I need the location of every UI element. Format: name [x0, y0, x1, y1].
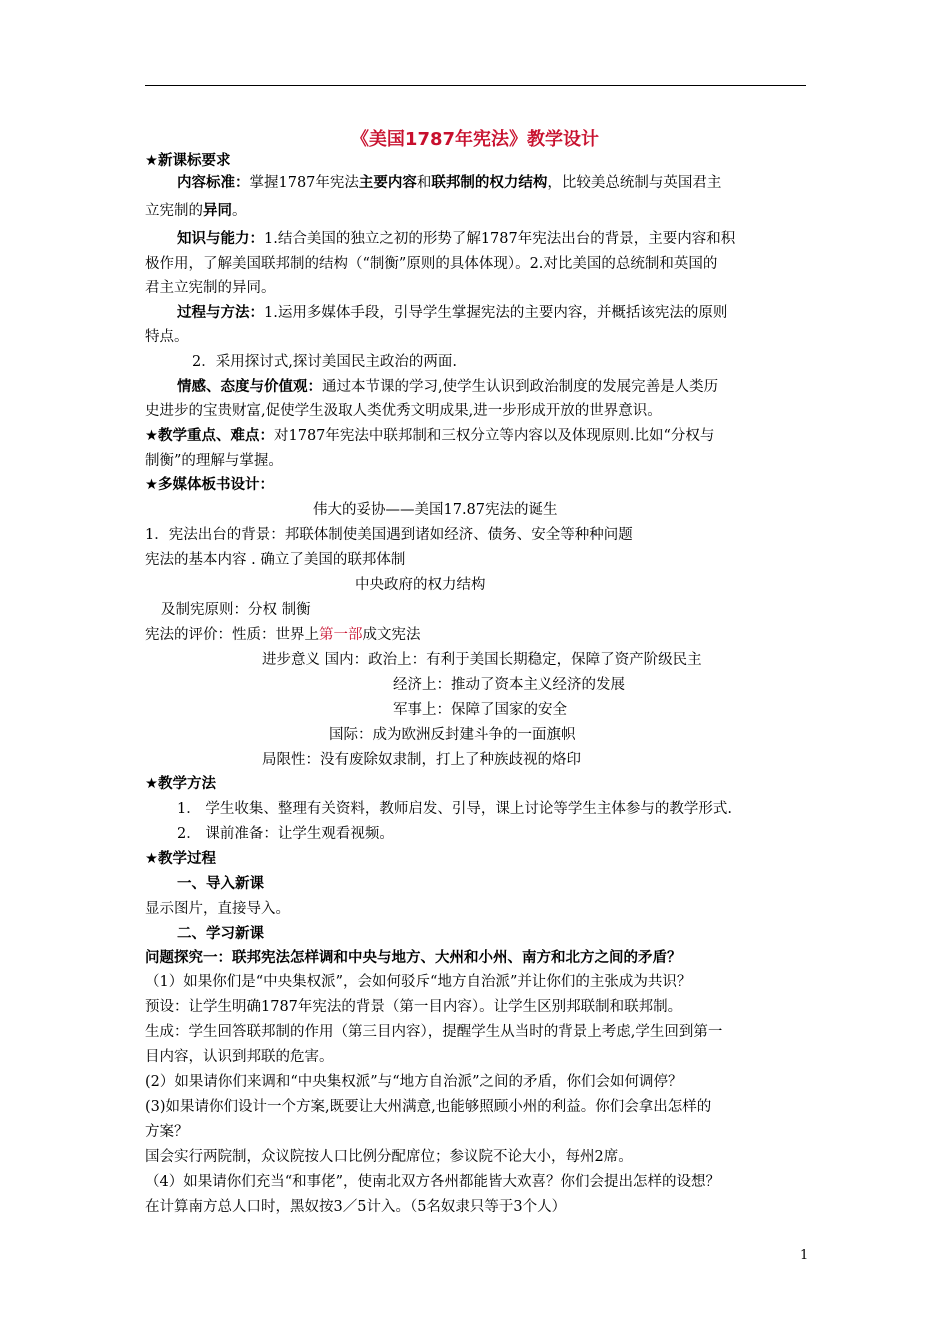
process-method-line-2: 特点。: [145, 329, 189, 345]
question-inquiry-one: 问题探究一：联邦宪法怎样调和中央与地方、大州和小州、南方和北方之间的矛盾？: [145, 950, 682, 966]
board-line-international: 国际：成为欧洲反封建斗争的一面旗帜: [329, 727, 576, 743]
section-heading-curriculum: ★新课标要求: [145, 153, 231, 169]
board-line-progress-political: 进步意义 国内：政治上：有利于美国长期稳定，保障了资产阶级民主: [262, 652, 702, 668]
section-heading-teaching-process: ★教学过程: [145, 851, 216, 867]
subheading-new-lesson: 二、学习新课: [177, 926, 264, 942]
question-4: （4）如果请你们充当“和事佬”，使南北双方各州都能皆大欢喜？你们会提出怎样的设想？: [145, 1174, 721, 1190]
board-line-background: 1．宪法出台的背景：邦联体制使美国遇到诸如经济、债务、安全等种种问题: [145, 527, 633, 543]
knowledge-ability-line-3: 君主立宪制的异同。: [145, 280, 276, 296]
page-title: 《美国1787年宪法》教学设计: [350, 129, 600, 150]
knowledge-ability-line: 知识与能力：1.结合美国的独立之初的形势了解1787年宪法出台的背景，主要内容和积: [177, 231, 736, 247]
preset-text: 预设：让学生明确1787年宪法的背景（第一目内容）。让学生区别邦联制和联邦制。: [145, 999, 683, 1015]
key-points-line: ★教学重点、难点：对1787年宪法中联邦制和三权分立等内容以及体现原则.比如“分权与: [145, 428, 715, 444]
board-line-content: 宪法的基本内容 . 确立了美国的联邦体制: [145, 552, 406, 568]
subheading-intro: 一、导入新课: [177, 876, 264, 892]
knowledge-ability-line-2: 极作用，了解美国联邦制的结构（“制衡”原则的具体体现）。2.对比美国的总统制和英国的: [145, 256, 718, 272]
answer-bicameral: 国会实行两院制，众议院按人口比例分配席位；参议院不论大小，每州2席。: [145, 1149, 633, 1165]
attitude-values-line: 情感、态度与价值观：通过本节课的学习,使学生认识到政治制度的发展完善是人类历: [177, 379, 719, 395]
process-method-line: 过程与方法：1.运用多媒体手段，引导学生掌握宪法的主要内容，并概括该宪法的原则: [177, 305, 728, 321]
process-method-line-3: 2．采用探讨式,探讨美国民主政治的两面.: [192, 354, 457, 370]
board-line-limitation: 局限性：没有废除奴隶制，打上了种族歧视的烙印: [262, 752, 581, 768]
method-item-2: 2． 课前准备：让学生观看视频。: [177, 826, 394, 842]
board-line-principles: 及制宪原则：分权 制衡: [161, 602, 311, 618]
header-rule: [145, 85, 806, 86]
board-line-power-structure: 中央政府的权力结构: [355, 577, 486, 593]
content-standard-line-2: 立宪制的异同。: [145, 203, 247, 219]
section-heading-board-design: ★多媒体板书设计：: [145, 477, 274, 493]
board-line-evaluation: 宪法的评价：性质：世界上第一部成文宪法: [145, 627, 421, 643]
page-number: 1: [800, 1248, 809, 1263]
intro-text: 显示图片，直接导入。: [145, 901, 290, 917]
generation-text: 生成：学生回答联邦制的作用（第三目内容），提醒学生从当时的背景上考虑,学生回到第一: [145, 1024, 723, 1040]
question-3: (3)如果请你们设计一个方案,既要让大州满意,也能够照顾小州的利益。你们会拿出怎样的: [145, 1099, 712, 1115]
method-item-1: 1． 学生收集、整理有关资料，教师启发、引导，课上讨论等学生主体参与的教学形式.: [177, 801, 732, 817]
key-points-line-2: 制衡”的理解与掌握。: [145, 453, 283, 469]
content-standard-line: 内容标准：掌握1787年宪法主要内容和联邦制的权力结构，比较美总统制与英国君主: [177, 175, 722, 191]
attitude-values-line-2: 史进步的宝贵财富,促使学生汲取人类优秀文明成果,进一步形成开放的世界意识。: [145, 403, 662, 419]
generation-text-2: 目内容，认识到邦联的危害。: [145, 1049, 334, 1065]
section-heading-teaching-method: ★教学方法: [145, 776, 216, 792]
question-2: (2）如果请你们来调和“中央集权派”与“地方自治派”之间的矛盾，你们会如何调停？: [145, 1074, 683, 1090]
board-line-progress-military: 军事上：保障了国家的安全: [393, 702, 567, 718]
board-title: 伟大的妥协——美国17.87宪法的诞生: [313, 502, 558, 518]
board-line-progress-economic: 经济上：推动了资本主义经济的发展: [393, 677, 625, 693]
answer-three-fifths: 在计算南方总人口时，黑奴按3／5计入。（5名奴隶只等于3个人）: [145, 1199, 567, 1215]
question-3-line-2: 方案？: [145, 1124, 189, 1140]
question-1: （1）如果你们是“中央集权派”，会如何驳斥“地方自治派”并让你们的主张成为共识？: [145, 974, 692, 990]
